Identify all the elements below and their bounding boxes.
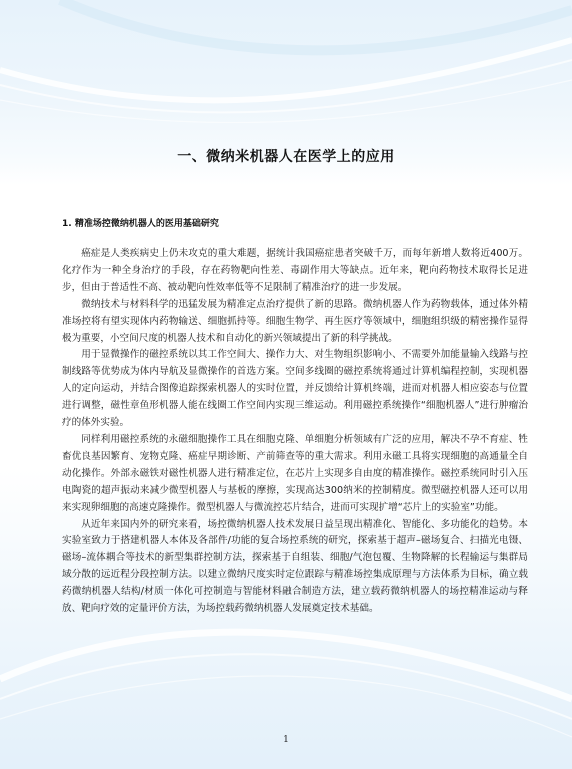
paragraph: 癌症是人类疾病史上仍未攻克的重大难题，据统计我国癌症患者突破千万，而每年新增人数将近400万。化疗作为一种全身治疗的手段，存在药物靶向性差、毒副作用大等缺点。近年来，靶向药物技术取得长足进步，但由于普适性不高、被动靶向性效率低等不足限制了精准治疗的进一步发展。 bbox=[62, 248, 528, 293]
page-title: 一、微纳米机器人在医学上的应用 bbox=[177, 149, 395, 165]
paragraph: 从近年来国内外的研究来看，场控微纳机器人技术发展日益呈现出精准化、智能化、多功能化的趋势。本实验室致力于搭建机器人本体及各部件/功能的复合场控系统的研究，探索基于超声–磁场复合、扫描光电镊、磁场–流体耦合等技术的新型集群控制方法，探索基于自组装、细胞/气泡包覆、生物降解的长程输运与集群局域分散的远近程分段控制方法。以建立微纳尺度实时定位跟踪与精准场控集成原理与方法体系为目标，确立载药微纳机器人结构/材质一体化可控制造与智能材料融合制造方法，建立载药微纳机器人的场控精准运动与释放、靶向疗效的定量评价方法，为场控载药微纳机器人发展奠定技术基础。 bbox=[62, 518, 528, 615]
body-text bbox=[62, 246, 528, 618]
section-heading: 1. 精准场控微纳机器人的医用基础研究 bbox=[62, 219, 219, 229]
paragraph: 用于显微操作的磁控系统以其工作空间大、操作力大、对生物组织影响小、不需要外加能量输入线路与控制线路等优势成为体内导航及显微操作的首选方案。空间多线圈的磁控系统将通过计算机编程控制，实现机器人的定向运动，并结合图像追踪探索机器人的实时位置，并反馈给计算机终端，进而对机器人相应姿态与位置进行调整，磁性章鱼形机器人能在线圈工作空间内实现三维运动。利用磁控系统操作“细胞机器人”进行肿瘤治疗的体外实验。 bbox=[62, 349, 528, 429]
page-number: 1 bbox=[283, 735, 289, 745]
paragraph: 微纳技术与材料科学的迅猛发展为精准定点治疗提供了新的思路。微纳机器人作为药物载体，通过体外精准场控将有望实现体内药物输送、细胞抓持等。细胞生物学、再生医疗等领域中，细胞组织级的精密操作显得极为重要，小空间尺度的机器人技术和自动化的新兴领域提出了新的科学挑战。 bbox=[62, 298, 528, 344]
paragraph: 同样利用磁控系统的永磁细胞操作工具在细胞克隆、单细胞分析领域有广泛的应用，解决不孕不育症、牲畜优良基因繁育、宠物克隆、癌症早期诊断、产前筛查等的重大需求。利用永磁工具将实现细胞的高通量全自动化操作。外部永磁铁对磁性机器人进行精准定位，在芯片上实现多自由度的精准操作。磁控系统同时引入压电陶瓷的超声振动来减少微型机器人与基板的摩擦，实现高达300纳米的控制精度。微型磁控机器人还可以用来实现卵细胞的高速克隆操作。微型机器人与微流控芯片结合，进而可实现扩增“芯片上的实验室”功能。 bbox=[62, 433, 528, 513]
